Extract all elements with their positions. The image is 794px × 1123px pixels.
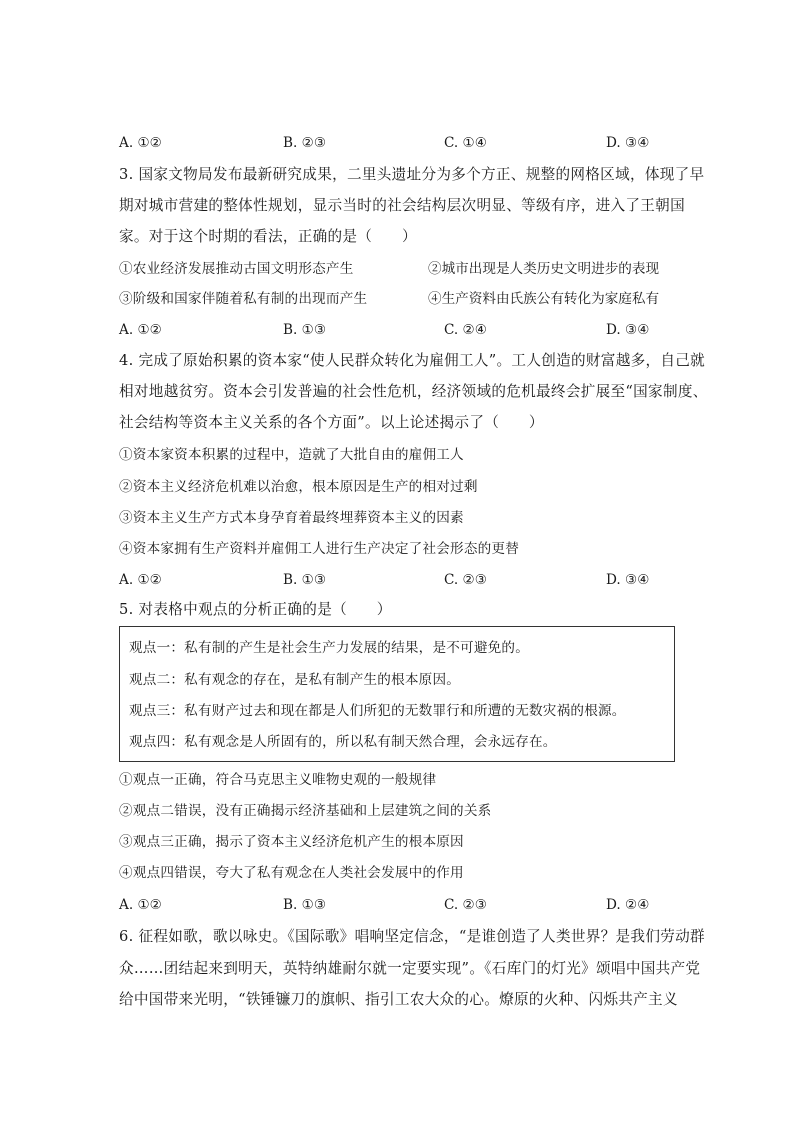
q3-option-4: ④生产资料由氏族公有转化为家庭私有	[428, 291, 660, 307]
q4-option-1: ①资本家资本积累的过程中，造就了大批自由的雇佣工人	[119, 447, 464, 463]
q2-choice-a[interactable]: A. ①②	[119, 135, 162, 151]
q4-stem-line-1: 4. 完成了原始积累的资本家“使人民群众转化为雇佣工人”。工人创造的财富越多，自己就	[119, 352, 706, 369]
q3-option-2: ②城市出现是人类历史文明进步的表现	[428, 261, 660, 277]
q5-stem: 5. 对表格中观点的分析正确的是（ ）	[119, 601, 392, 618]
viewpoint-2: 观点二：私有观念的存在，是私有制产生的根本原因。	[129, 672, 461, 688]
q5-option-4: ④观点四错误，夸大了私有观念在人类社会发展中的作用	[119, 865, 464, 881]
viewpoint-1: 观点一：私有制的产生是社会生产力发展的结果，是不可避免的。	[129, 640, 530, 656]
q6-stem-line-3: 给中国带来光明，“铁锤镰刀的旗帜、指引工农大众的心。燎原的火种、闪烁共产主义	[119, 991, 678, 1008]
q3-option-1: ①农业经济发展推动古国文明形态产生	[119, 261, 354, 277]
q3-stem-line-2: 期对城市营建的整体性规划，显示当时的社会结构层次明显、等级有序，进入了王朝国	[119, 197, 685, 214]
q5-choice-c[interactable]: C. ②③	[444, 897, 487, 913]
q2-choice-b[interactable]: B. ②③	[283, 135, 327, 151]
q4-choice-b[interactable]: B. ①③	[283, 572, 327, 588]
q3-choice-c[interactable]: C. ②④	[444, 322, 487, 338]
q3-choices	[119, 320, 679, 340]
viewpoint-4: 观点四：私有观念是人所固有的，所以私有制天然合理，会永远存在。	[129, 734, 557, 750]
q5-choice-d[interactable]: D. ②④	[606, 897, 650, 913]
viewpoint-table	[119, 626, 675, 762]
q5-option-3: ③观点三正确，揭示了资本主义经济危机产生的根本原因	[119, 834, 464, 850]
q3-stem-line-3: 家。对于这个时期的看法，正确的是（ ）	[119, 228, 417, 245]
q4-choice-c[interactable]: C. ②③	[444, 572, 487, 588]
q4-choices	[119, 570, 679, 590]
q3-choice-b[interactable]: B. ①③	[283, 322, 327, 338]
q4-choice-a[interactable]: A. ①②	[119, 572, 162, 588]
q2-choice-d[interactable]: D. ③④	[606, 135, 650, 151]
q4-option-3: ③资本主义生产方式本身孕育着最终埋葬资本主义的因素	[119, 510, 464, 526]
q5-choices	[119, 895, 679, 915]
q5-option-1: ①观点一正确，符合马克思主义唯物史观的一般规律	[119, 772, 437, 788]
q3-option-3: ③阶级和国家伴随着私有制的出现而产生	[119, 291, 368, 307]
q6-stem-line-2: 众……团结起来到明天，英特纳雄耐尔就一定要实现”。《石库门的灯光》颂唱中国共产党	[119, 960, 701, 977]
q5-choice-a[interactable]: A. ①②	[119, 897, 162, 913]
q4-choice-d[interactable]: D. ③④	[606, 572, 650, 588]
q5-choice-b[interactable]: B. ①③	[283, 897, 327, 913]
q4-option-4: ④资本家拥有生产资料并雇佣工人进行生产决定了社会形态的更替	[119, 541, 520, 557]
q4-stem-line-3: 社会结构等资本主义关系的各个方面”。以上论述揭示了（ ）	[119, 414, 544, 431]
q2-choice-c[interactable]: C. ①④	[444, 135, 487, 151]
viewpoint-3: 观点三：私有财产过去和现在都是人们所犯的无数罪行和所遭的无数灾祸的根源。	[129, 703, 626, 719]
q2-choices	[119, 133, 679, 153]
q3-choice-d[interactable]: D. ③④	[606, 322, 650, 338]
q3-stem-line-1: 3. 国家文物局发布最新研究成果，二里头遗址分为多个方正、规整的网格区域，体现了早	[119, 166, 705, 183]
q5-option-2: ②观点二错误，没有正确揭示经济基础和上层建筑之间的关系	[119, 803, 492, 819]
q4-option-2: ②资本主义经济危机难以治愈，根本原因是生产的相对过剩	[119, 479, 478, 495]
q6-stem-line-1: 6. 征程如歌，歌以咏史。《国际歌》唱响坚定信念，“是谁创造了人类世界？是我们劳动群	[119, 928, 705, 945]
q4-stem-line-2: 相对地越贫穷。资本会引发普遍的社会性危机，经济领域的危机最终会扩展至“国家制度、	[119, 383, 708, 400]
q3-choice-a[interactable]: A. ①②	[119, 322, 162, 338]
